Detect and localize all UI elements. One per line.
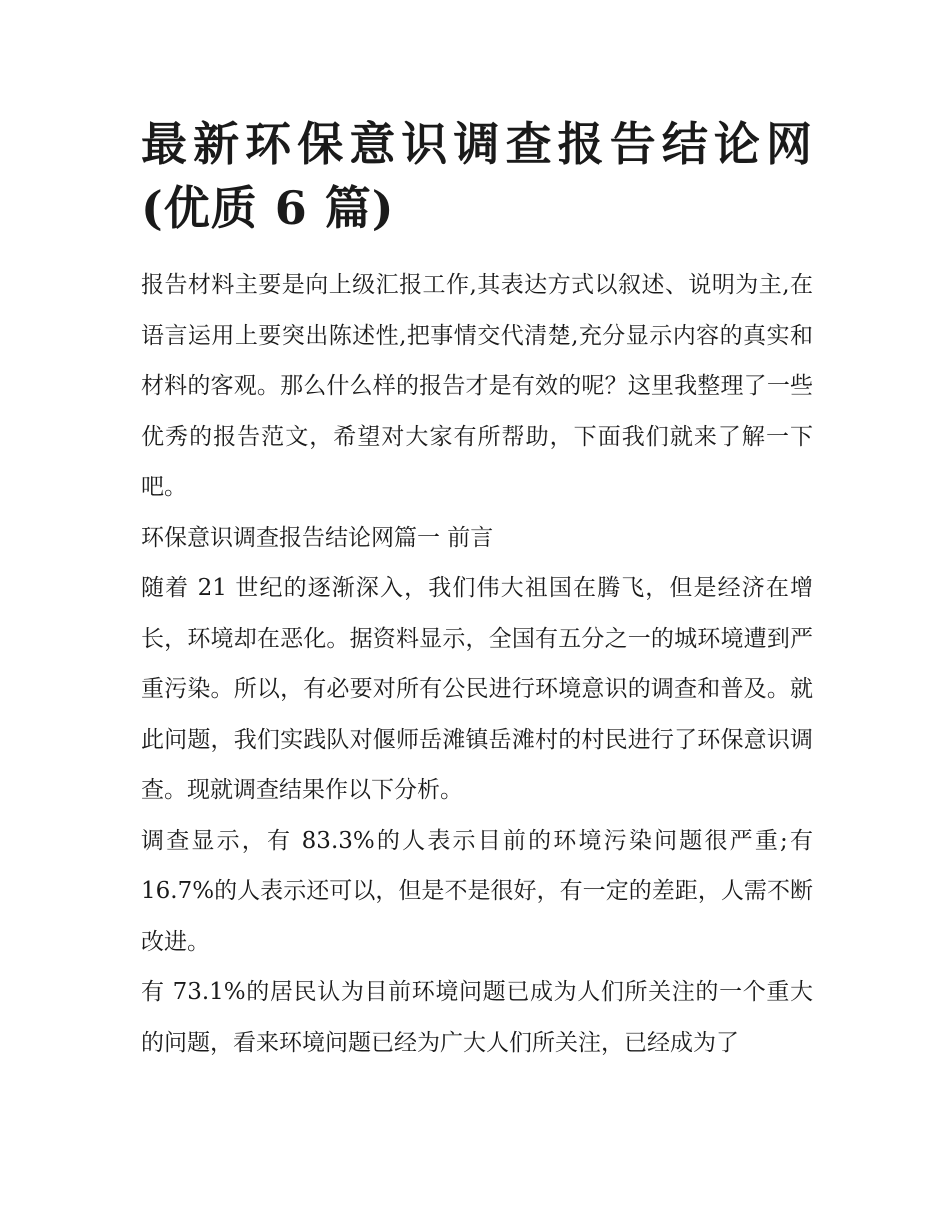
body-paragraph: 有 73.1%的居民认为目前环境问题已成为人们所关注的一个重大的问题，看来环境问题已经为广大人们所关注，已经成为了 [141,979,813,1056]
body-paragraph: 调查显示，有 83.3%的人表示目前的环境污染问题很严重;有16.7%的人表示还可以，但是不是很好，有一定的差距，人需不断改进。 [141,827,813,955]
document-title: 最新环保意识调查报告结论网(优质 6 篇) [141,117,813,235]
intro-paragraph: 报告材料主要是向上级汇报工作,其表达方式以叙述、说明为主,在语言运用上要突出陈述性,把事情交代清楚,充分显示内容的真实和材料的客观。那么什么样的报告才是有效的呢？这里我整理了一些优秀的报告范文，希望对大家有所帮助，下面我们就来了解一下吧。 [141,272,813,500]
document-page [141,112,813,1068]
body-paragraph: 随着 21 世纪的逐渐深入，我们伟大祖国在腾飞，但是经济在增长，环境却在恶化。据资料显示，全国有五分之一的城环境遭到严重污染。所以，有必要对所有公民进行环境意识的调查和普及。就此问题，我们实践队对偃师岳滩镇岳滩村的村民进行了环保意识调查。现就调查结果作以下分析。 [141,575,813,803]
section-heading: 环保意识调查报告结论网篇一 前言 [141,524,494,551]
